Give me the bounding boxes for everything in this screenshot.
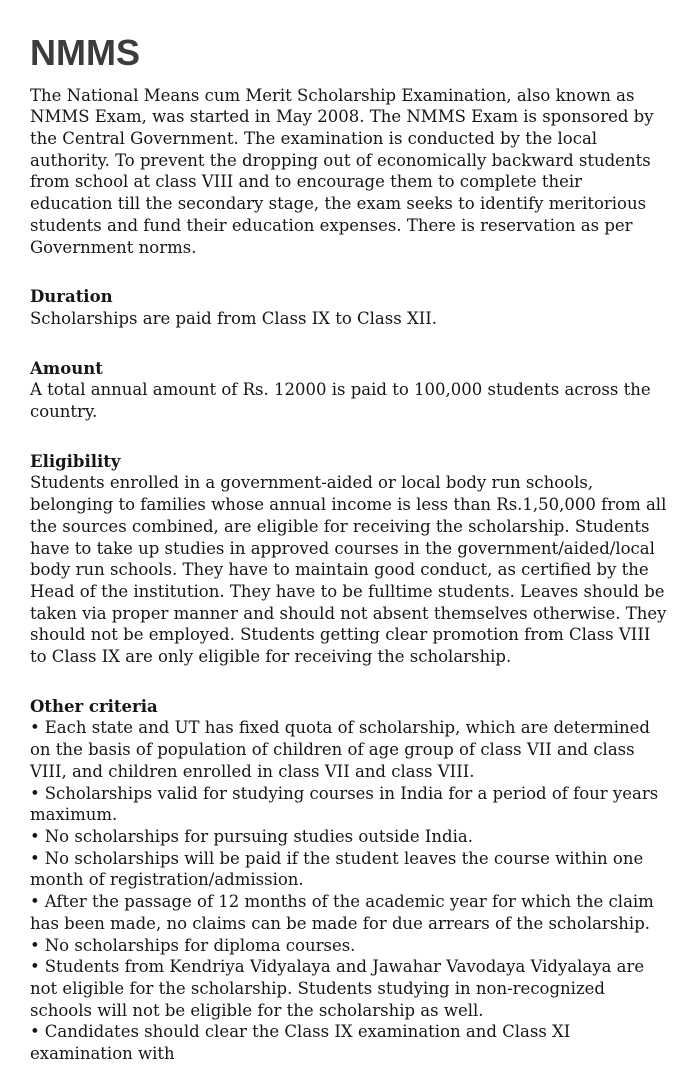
list-item <box>30 783 668 826</box>
bullet-text: No scholarships for diploma courses. <box>44 935 356 955</box>
bullet-marker: • <box>30 718 40 738</box>
bullet-text: Candidates should clear the Class IX examination and Class XI examination with <box>30 1022 571 1064</box>
section-heading: Eligibility <box>30 451 121 471</box>
section-heading: Amount <box>30 358 103 378</box>
page-title: NMMS <box>30 32 140 73</box>
list-item <box>30 935 668 957</box>
bullet-marker: • <box>30 848 40 868</box>
section-heading: Other criteria <box>30 696 158 716</box>
section-body: A total annual amount of Rs. 12000 is paid to 100,000 students across the country. <box>30 380 651 422</box>
list-item <box>30 1021 668 1064</box>
list-item <box>30 717 668 782</box>
section-body: Scholarships are paid from Class IX to Class XII. <box>30 308 437 328</box>
section-amount <box>30 358 668 423</box>
list-item <box>30 848 668 891</box>
section-body: Students enrolled in a government-aided or local body run schools, belonging to families whose annual income is less than Rs.1,50,000 from all the sources combined, are eligible for receiving the scholarship. Students have to take up studies in approved courses in the government/aided/local body run schools. They have to maintain good conduct, as certified by the Head of the institution. They have to be fulltime students. Leaves should be taken via proper manner and should not absent themselves otherwise. They should not be employed. Students getting clear promotion from Class VIII to Class IX are only eligible for receiving the scholarship. <box>30 473 667 667</box>
section-other-criteria <box>30 696 668 1065</box>
list-item <box>30 826 668 848</box>
bullet-marker: • <box>30 826 40 846</box>
bullet-marker: • <box>30 892 40 912</box>
section-heading: Duration <box>30 287 113 307</box>
section-eligibility <box>30 451 668 668</box>
list-item <box>30 956 668 1021</box>
criteria-list <box>30 717 668 1064</box>
intro-paragraph: The National Means cum Merit Scholarship Examination, also known as NMMS Exam, was started in May 2008. The NMMS Exam is sponsored by the Central Government. The examination is conducted by the local authority. To prevent the dropping out of economically backward students from school at class VIII and to encourage them to complete their education till the secondary stage, the exam seeks to identify meritorious students and fund their education expenses. There is reservation as per Government norms. <box>30 85 654 257</box>
bullet-text: After the passage of 12 months of the academic year for which the claim has been made, no claims can be made for due arrears of the scholarship. <box>30 892 654 933</box>
bullet-text: No scholarships will be paid if the student leaves the course within one month of registration/admission. <box>30 848 644 890</box>
section-duration <box>30 286 668 329</box>
bullet-text: Scholarships valid for studying courses in India for a period of four years maximum. <box>30 783 659 825</box>
list-item <box>30 891 668 934</box>
bullet-text: No scholarships for pursuing studies outside India. <box>44 826 473 846</box>
bullet-marker: • <box>30 1022 40 1042</box>
bullet-text: Each state and UT has fixed quota of scholarship, which are determined on the basis of population of children of age group of class VII and class VIII, and children enrolled in class VII and class VIII. <box>30 718 650 781</box>
bullet-marker: • <box>30 783 40 803</box>
bullet-marker: • <box>30 957 40 977</box>
bullet-text: Students from Kendriya Vidyalaya and Jawahar Vavodaya Vidyalaya are not eligible for the scholarship. Students studying in non-recognized schools will not be eligible for the scholarship as well. <box>30 957 645 1020</box>
bullet-marker: • <box>30 935 40 955</box>
